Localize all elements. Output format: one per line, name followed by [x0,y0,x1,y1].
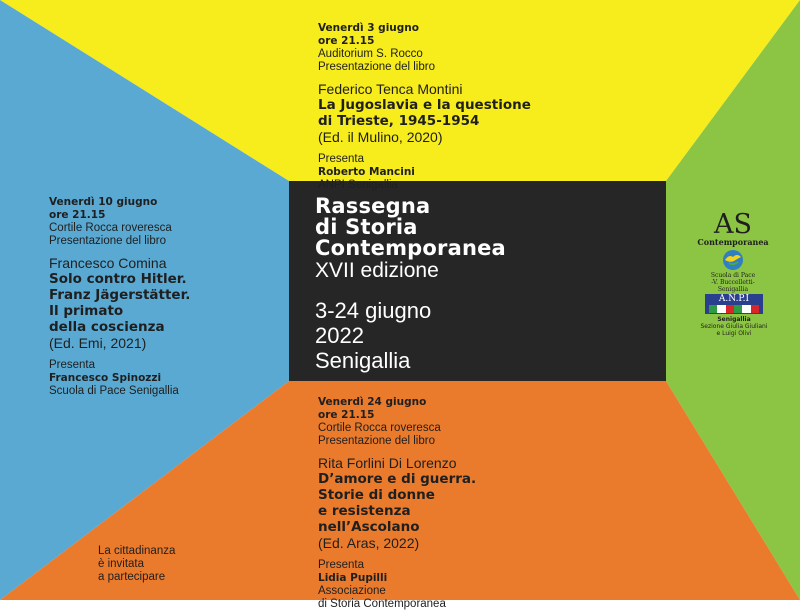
anpi-logo [690,294,778,337]
event-top-type: Presentazione del libro [318,61,435,73]
event-left-title-line-3: Il primato [49,303,124,319]
event-bottom-title-line-3: e resistenza [318,503,411,519]
event-left-publisher: (Ed. Emi, 2021) [49,335,147,351]
festival-dates: 3-24 giugno [315,298,432,323]
event-top-author: Federico Tenca Montini [318,81,463,97]
event-bottom-type: Presentazione del libro [318,435,435,447]
event-left-venue: Cortile Rocca roveresca [49,222,172,234]
anpi-logo-line-2: e Luigi Olivi [716,330,752,337]
invitation-line-3: a partecipare [98,571,166,583]
event-left-presenter-org: Scuola di Pace Senigallia [49,385,179,397]
event-top-title-line-1: La Jugoslavia e la questione [318,97,531,113]
event-left-date: Venerdì 10 giugno [49,196,158,208]
event-top-venue: Auditorium S. Rocco [318,48,423,60]
event-left-title-line-2: Franz Jägerstätter. [49,287,191,303]
event-top-presenter-org: ANPI Senigallia [318,179,398,191]
event-left-title-line-4: della coscienza [49,319,165,335]
festival-title [315,196,506,283]
festival-edition: XVII edizione [315,259,439,282]
scuola-logo-line-1: Scuola di Pace [710,272,756,279]
event-bottom-venue: Cortile Rocca roveresca [318,422,441,434]
scuola-logo-line-2: -V. Buccelletti- [711,279,755,286]
event-left-presenter: Francesco Spinozzi [49,372,162,384]
event-bottom-title-line-1: D’amore e di guerra. [318,471,477,487]
invitation-note [98,545,175,584]
invitation-line-1: La cittadinanza [98,545,176,557]
event-bottom-title-line-2: Storie di donne [318,487,435,503]
festival-title-line-2: di Storia [315,215,418,239]
invitation-line-2: è invitata [98,558,145,570]
event-left-type: Presentazione del libro [49,235,166,247]
as-contemporanea-logo [683,209,783,247]
anpi-logo-line-1: Sezione Giulia Giuliani [700,323,768,330]
event-top-publisher: (Ed. il Mulino, 2020) [318,129,443,145]
event-top-date: Venerdì 3 giugno [318,22,419,34]
event-bottom-presenter: Lidia Pupilli [318,572,388,584]
event-left-presenta-label: Presenta [49,359,96,371]
festival-title-line-1: Rassegna [315,194,431,218]
event-top-title-line-2: di Trieste, 1945-1954 [318,113,480,129]
scuola-logo-line-3: Senigallia [717,286,749,293]
event-bottom-date: Venerdì 24 giugno [318,396,427,408]
event-top-presenter: Roberto Mancini [318,166,415,178]
as-logo-text: Contemporanea [697,237,769,247]
anpi-logo-banner [705,294,763,314]
festival-city: Senigallia [315,348,411,373]
dove-globe-icon [720,248,746,272]
anpi-logo-city: Senigallia [717,316,751,323]
event-top [318,22,531,192]
event-bottom-presenter-org-line-1: Associazione [318,585,386,597]
as-logo-mark: AS [714,209,752,240]
festival-year: 2022 [315,323,364,348]
event-left-title-line-1: Solo contro Hitler. [49,271,187,287]
event-bottom [318,396,476,611]
event-bottom-presenta-label: Presenta [318,559,365,571]
anpi-flag-icon [709,305,759,313]
event-top-time: ore 21.15 [318,35,375,47]
event-top-presenta-label: Presenta [318,153,365,165]
event-bottom-author: Rita Forlini Di Lorenzo [318,455,457,471]
anpi-logo-mark: A.N.P.I [718,294,750,304]
event-left [49,196,190,398]
event-bottom-title-line-4: nell’Ascolano [318,519,420,535]
scuola-di-pace-logo [693,248,773,293]
event-bottom-publisher: (Ed. Aras, 2022) [318,535,420,551]
event-bottom-presenter-org-line-2: di Storia Contemporanea [318,598,446,610]
event-bottom-time: ore 21.15 [318,409,375,421]
event-left-time: ore 21.15 [49,209,106,221]
event-left-author: Francesco Comina [49,255,167,271]
festival-title-line-3: Contemporanea [315,236,506,260]
festival-date [315,298,431,373]
